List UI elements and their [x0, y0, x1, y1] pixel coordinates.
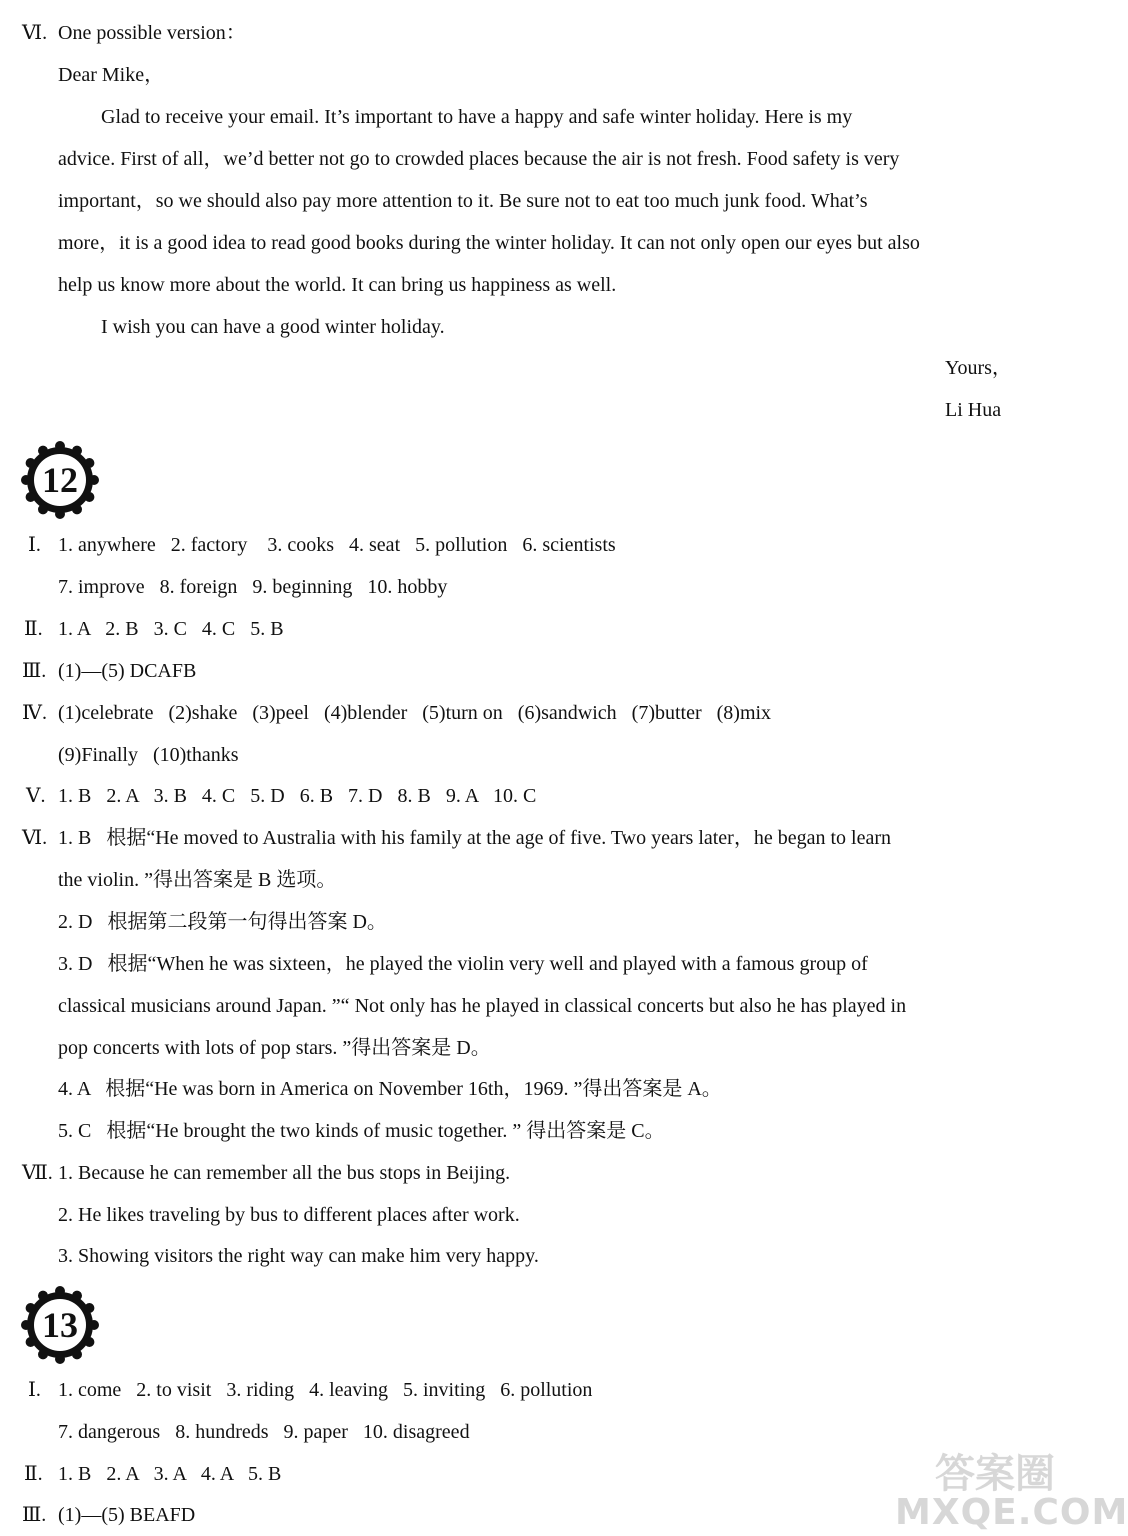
- answer-line: 5. C 根据“He brought the two kinds of music together. ” 得出答案是 C。: [58, 1120, 665, 1142]
- answer-line: 3. D 根据“When he was sixteen，he played the violin very well and played with a famous group of: [58, 953, 868, 975]
- answer-line: 2. D 根据第二段第一句得出答案 D。: [58, 911, 387, 933]
- essay-line: important，so we should also pay more attention to it. Be sure not to eat too much junk food. What’s: [58, 190, 868, 212]
- answer-line: (9)Finally (10)thanks: [58, 744, 239, 766]
- essay-line: I wish you can have a good winter holiday.: [101, 316, 445, 338]
- section-label-vi: Ⅵ.: [22, 22, 48, 44]
- badge-number: 12: [42, 460, 78, 500]
- section-label-i: Ⅰ.: [28, 534, 41, 556]
- section-label-iv: Ⅳ.: [22, 702, 47, 724]
- section-number-badge: [20, 1285, 100, 1365]
- answer-line: the violin. ”得出答案是 B 选项。: [58, 869, 337, 891]
- essay-line: advice. First of all，we’d better not go to crowded places because the air is not fresh. Food safety is very: [58, 148, 900, 170]
- answer-line: (1)—(5) DCAFB: [58, 660, 197, 682]
- essay-line: Glad to receive your email. It’s important to have a happy and safe winter holiday. Here is my: [101, 106, 853, 128]
- answer-line: 1. Because he can remember all the bus stops in Beijing.: [58, 1162, 511, 1184]
- answer-line: 4. A 根据“He was born in America on November 16th，1969. ”得出答案是 A。: [58, 1078, 722, 1100]
- answer-line: 7. dangerous 8. hundreds 9. paper 10. disagreed: [58, 1421, 470, 1443]
- essay-closing: Yours，: [945, 357, 1012, 379]
- section-label-v: Ⅴ.: [26, 785, 46, 807]
- section-label-vii: Ⅶ.: [22, 1162, 53, 1184]
- answer-line: pop concerts with lots of pop stars. ”得出答案是 D。: [58, 1037, 491, 1059]
- answer-line: 1. B 2. A 3. B 4. C 5. D 6. B 7. D 8. B 9. A 10. C: [58, 785, 537, 807]
- answer-line: 1. A 2. B 3. C 4. C 5. B: [58, 618, 284, 640]
- essay-greeting: Dear Mike，: [58, 64, 165, 86]
- essay-heading: One possible version：: [58, 22, 246, 44]
- answer-line: 1. B 2. A 3. A 4. A 5. B: [58, 1463, 282, 1485]
- answer-line: classical musicians around Japan. ”“ Not only has he played in classical concerts but also he has played in: [58, 995, 907, 1017]
- answer-line: 2. He likes traveling by bus to different places after work.: [58, 1204, 520, 1226]
- essay-signature: Li Hua: [945, 399, 1002, 421]
- watermark-url: MXQE.COM: [895, 1492, 1128, 1533]
- answer-line: 1. anywhere 2. factory 3. cooks 4. seat 5. pollution 6. scientists: [58, 534, 616, 556]
- section-label-ii: Ⅱ.: [24, 618, 43, 640]
- answer-line: 7. improve 8. foreign 9. beginning 10. hobby: [58, 576, 448, 598]
- watermark: [895, 1451, 1128, 1533]
- section-label-iii: Ⅲ.: [22, 1504, 47, 1526]
- answer-line: (1)—(5) BEAFD: [58, 1504, 196, 1526]
- section-number-badge: [20, 440, 100, 520]
- answer-line: (1)celebrate (2)shake (3)peel (4)blender (5)turn on (6)sandwich (7)butter (8)mix: [58, 702, 772, 724]
- answer-line: 1. come 2. to visit 3. riding 4. leaving 5. inviting 6. pollution: [58, 1379, 593, 1401]
- section-label-iii: Ⅲ.: [22, 660, 47, 682]
- watermark-logo-text: 答案圈: [935, 1451, 1055, 1497]
- section-label-ii: Ⅱ.: [24, 1463, 43, 1485]
- scalloped-badge-icon: [20, 440, 100, 520]
- essay-line: help us know more about the world. It can bring us happiness as well.: [58, 274, 617, 296]
- essay-line: more，it is a good idea to read good books during the winter holiday. It can not only open our eyes but also: [58, 232, 920, 254]
- scalloped-badge-icon: [20, 1285, 100, 1365]
- badge-number: 13: [42, 1305, 78, 1345]
- section-label-i: Ⅰ.: [28, 1379, 41, 1401]
- answer-line: 3. Showing visitors the right way can make him very happy.: [58, 1245, 539, 1267]
- answer-line: 1. B 根据“He moved to Australia with his family at the age of five. Two years later，he began to learn: [58, 827, 891, 849]
- section-label-vi: Ⅵ.: [22, 827, 48, 849]
